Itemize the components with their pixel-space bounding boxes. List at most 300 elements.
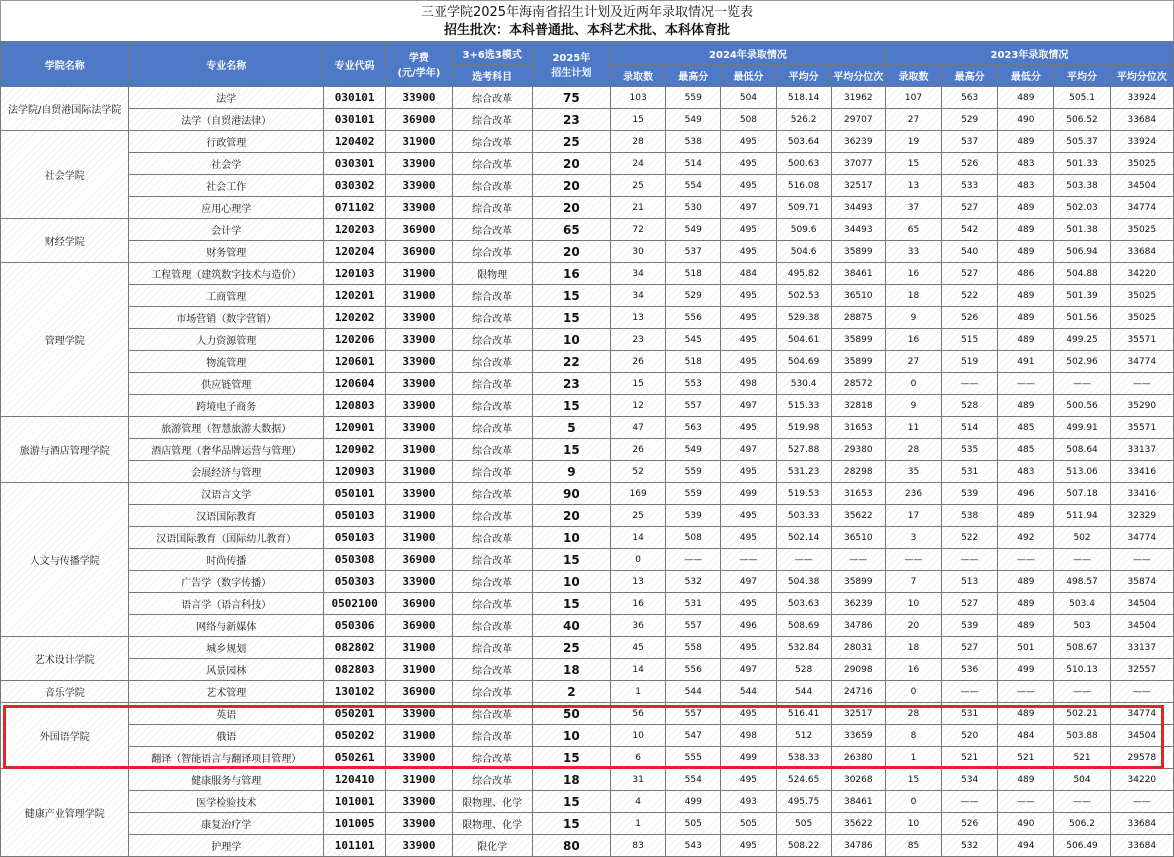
rank-2024: 33659 [831, 725, 885, 747]
admit-2024: 34 [611, 285, 666, 307]
plan-2025: 15 [532, 285, 610, 307]
avg-2024: 529.38 [776, 307, 831, 329]
rank-2024: —— [831, 549, 885, 571]
rank-2024: 35899 [831, 571, 885, 593]
major-name: 行政管理 [129, 131, 324, 153]
rank-2023: 34220 [1110, 263, 1173, 285]
rank-2023: 35025 [1110, 307, 1173, 329]
subject-req: 综合改革 [452, 681, 532, 703]
header-2024-count: 录取数 [611, 65, 666, 87]
admit-2024: 26 [611, 439, 666, 461]
admit-2024: 36 [611, 615, 666, 637]
min-2023: 489 [998, 329, 1054, 351]
avg-2024: 504.38 [776, 571, 831, 593]
header-2023-count: 录取数 [885, 65, 941, 87]
max-2023: 529 [942, 109, 998, 131]
max-2024: 549 [666, 109, 721, 131]
max-2023: 532 [942, 835, 998, 857]
admit-2023: 15 [885, 153, 941, 175]
min-2023: 521 [998, 747, 1054, 769]
college-name: 外国语学院 [1, 703, 129, 769]
subject-req: 综合改革 [452, 417, 532, 439]
tuition: 36900 [386, 593, 452, 615]
avg-2024: 538.33 [776, 747, 831, 769]
admit-2024: 56 [611, 703, 666, 725]
header-2024-avg: 平均分 [776, 65, 831, 87]
max-2023: 542 [942, 219, 998, 241]
admit-2023: 9 [885, 307, 941, 329]
min-2024: 493 [721, 791, 776, 813]
min-2024: 498 [721, 725, 776, 747]
min-2023: 490 [998, 109, 1054, 131]
max-2023: 526 [942, 153, 998, 175]
table-row [1, 637, 1174, 659]
tuition: 31900 [386, 769, 452, 791]
major-code: 120402 [324, 131, 386, 153]
table-row [1, 351, 1174, 373]
avg-2023: 506.2 [1054, 813, 1110, 835]
max-2024: 529 [666, 285, 721, 307]
subject-req: 综合改革 [452, 769, 532, 791]
tuition: 33900 [386, 703, 452, 725]
header-2024-rank: 平均分位次 [831, 65, 885, 87]
min-2024: 544 [721, 681, 776, 703]
plan-2025: 10 [532, 571, 610, 593]
major-code: 120103 [324, 263, 386, 285]
table-row [1, 219, 1174, 241]
rank-2024: 28572 [831, 373, 885, 395]
max-2024: —— [666, 549, 721, 571]
plan-2025: 50 [532, 703, 610, 725]
admit-2023: 27 [885, 351, 941, 373]
header-2023: 2023年录取情况 [885, 42, 1173, 65]
avg-2023: 505.1 [1054, 87, 1110, 109]
subject-req: 综合改革 [452, 87, 532, 109]
avg-2023: 506.49 [1054, 835, 1110, 857]
subject-req: 综合改革 [452, 285, 532, 307]
avg-2023: 499.25 [1054, 329, 1110, 351]
subject-req: 限化学 [452, 835, 532, 857]
major-code: 030101 [324, 109, 386, 131]
min-2023: 489 [998, 703, 1054, 725]
rank-2024: 29380 [831, 439, 885, 461]
min-2024: 495 [721, 769, 776, 791]
major-name: 城乡规划 [129, 637, 324, 659]
plan-2025: 25 [532, 637, 610, 659]
avg-2023: 503.4 [1054, 593, 1110, 615]
max-2023: 539 [942, 615, 998, 637]
admit-2024: 23 [611, 329, 666, 351]
header-2024-min: 最低分 [721, 65, 776, 87]
admit-2023: 10 [885, 593, 941, 615]
rank-2024: 32818 [831, 395, 885, 417]
max-2023: 531 [942, 461, 998, 483]
admit-2024: 16 [611, 593, 666, 615]
major-code: 120601 [324, 351, 386, 373]
table-row [1, 615, 1174, 637]
major-name: 供应链管理 [129, 373, 324, 395]
max-2023: 535 [942, 439, 998, 461]
max-2024: 555 [666, 747, 721, 769]
avg-2024: 495.82 [776, 263, 831, 285]
subject-req: 综合改革 [452, 549, 532, 571]
table-row [1, 131, 1174, 153]
table-row [1, 593, 1174, 615]
subject-req: 综合改革 [452, 725, 532, 747]
rank-2024: 35622 [831, 505, 885, 527]
max-2024: 557 [666, 703, 721, 725]
major-name: 法学（自贸港法律） [129, 109, 324, 131]
avg-2024: 544 [776, 681, 831, 703]
avg-2024: 516.41 [776, 703, 831, 725]
subject-req: 综合改革 [452, 373, 532, 395]
tuition: 33900 [386, 417, 452, 439]
max-2023: 521 [942, 747, 998, 769]
rank-2023: 33137 [1110, 637, 1173, 659]
admit-2023: 33 [885, 241, 941, 263]
major-name: 财务管理 [129, 241, 324, 263]
subject-req: 综合改革 [452, 593, 532, 615]
tuition: 31900 [386, 637, 452, 659]
rank-2023: 35290 [1110, 395, 1173, 417]
subject-req: 综合改革 [452, 461, 532, 483]
max-2024: 559 [666, 483, 721, 505]
tuition: 31900 [386, 659, 452, 681]
admit-2023: 3 [885, 527, 941, 549]
max-2023: 514 [942, 417, 998, 439]
subject-req: 综合改革 [452, 219, 532, 241]
tuition: 36900 [386, 681, 452, 703]
max-2024: 559 [666, 87, 721, 109]
rank-2024: 31962 [831, 87, 885, 109]
tuition: 33900 [386, 197, 452, 219]
plan-2025: 20 [532, 175, 610, 197]
major-name: 法学 [129, 87, 324, 109]
plan-2025: 9 [532, 461, 610, 483]
admit-2024: 47 [611, 417, 666, 439]
avg-2023: —— [1054, 549, 1110, 571]
subject-req: 综合改革 [452, 659, 532, 681]
rank-2024: 35622 [831, 813, 885, 835]
subject-req: 综合改革 [452, 571, 532, 593]
avg-2023: 504 [1054, 769, 1110, 791]
rank-2024: 36510 [831, 285, 885, 307]
subject-req: 综合改革 [452, 307, 532, 329]
admit-2024: 31 [611, 769, 666, 791]
admit-2023: 18 [885, 637, 941, 659]
max-2023: —— [942, 791, 998, 813]
min-2024: 497 [721, 571, 776, 593]
title-main: 三亚学院2025年海南省招生计划及近两年录取情况一览表 [420, 5, 754, 20]
plan-2025: 40 [532, 615, 610, 637]
max-2023: 527 [942, 263, 998, 285]
min-2023: 492 [998, 527, 1054, 549]
min-2024: 497 [721, 439, 776, 461]
min-2024: 498 [721, 373, 776, 395]
max-2024: 554 [666, 769, 721, 791]
rank-2024: 35899 [831, 329, 885, 351]
tuition: 33900 [386, 175, 452, 197]
rank-2023: 35025 [1110, 219, 1173, 241]
admit-2023: 107 [885, 87, 941, 109]
max-2023: —— [942, 681, 998, 703]
rank-2024: 28031 [831, 637, 885, 659]
min-2023: 489 [998, 285, 1054, 307]
min-2024: 504 [721, 87, 776, 109]
min-2023: 496 [998, 483, 1054, 505]
major-code: 030301 [324, 153, 386, 175]
avg-2024: 524.65 [776, 769, 831, 791]
header-major: 专业名称 [129, 42, 324, 87]
header-2023-avg: 平均分 [1054, 65, 1110, 87]
avg-2024: 503.63 [776, 593, 831, 615]
major-code: 082802 [324, 637, 386, 659]
max-2024: 518 [666, 263, 721, 285]
max-2024: 556 [666, 659, 721, 681]
admit-2024: 0 [611, 549, 666, 571]
rank-2023: 34220 [1110, 769, 1173, 791]
rank-2023: 33684 [1110, 109, 1173, 131]
rank-2023: 34504 [1110, 175, 1173, 197]
plan-2025: 23 [532, 373, 610, 395]
avg-2023: 511.94 [1054, 505, 1110, 527]
max-2024: 563 [666, 417, 721, 439]
table-row [1, 483, 1174, 505]
min-2023: 490 [998, 813, 1054, 835]
rank-2024: 32517 [831, 175, 885, 197]
admit-2024: 15 [611, 109, 666, 131]
major-code: 120901 [324, 417, 386, 439]
rank-2024: 37077 [831, 153, 885, 175]
admit-2024: 24 [611, 153, 666, 175]
min-2023: 485 [998, 417, 1054, 439]
tuition: 31900 [386, 725, 452, 747]
avg-2023: 504.88 [1054, 263, 1110, 285]
plan-2025: 20 [532, 153, 610, 175]
major-name: 康复治疗学 [129, 813, 324, 835]
table-title [0, 0, 1174, 43]
college-name: 财经学院 [1, 219, 129, 263]
max-2024: 530 [666, 197, 721, 219]
avg-2024: 532.84 [776, 637, 831, 659]
min-2023: —— [998, 549, 1054, 571]
tuition: 36900 [386, 219, 452, 241]
major-name: 旅游管理（智慧旅游大数据） [129, 417, 324, 439]
min-2023: 484 [998, 725, 1054, 747]
major-code: 120410 [324, 769, 386, 791]
min-2024: 495 [721, 527, 776, 549]
admit-2023: 0 [885, 373, 941, 395]
avg-2024: 503.33 [776, 505, 831, 527]
max-2024: 514 [666, 153, 721, 175]
subject-req: 综合改革 [452, 747, 532, 769]
subject-req: 综合改革 [452, 241, 532, 263]
rank-2023: 33924 [1110, 87, 1173, 109]
major-name: 风景园林 [129, 659, 324, 681]
admit-2024: 25 [611, 505, 666, 527]
college-name: 管理学院 [1, 263, 129, 417]
avg-2023: 505.37 [1054, 131, 1110, 153]
subject-req: 综合改革 [452, 395, 532, 417]
table-header [1, 42, 1174, 87]
min-2024: 495 [721, 131, 776, 153]
max-2024: 554 [666, 175, 721, 197]
avg-2023: 503.88 [1054, 725, 1110, 747]
avg-2023: 510.13 [1054, 659, 1110, 681]
min-2024: 499 [721, 483, 776, 505]
min-2024: 495 [721, 307, 776, 329]
min-2023: 489 [998, 615, 1054, 637]
rank-2023: 29578 [1110, 747, 1173, 769]
max-2023: 527 [942, 197, 998, 219]
min-2024: 499 [721, 747, 776, 769]
avg-2023: —— [1054, 681, 1110, 703]
min-2023: 489 [998, 219, 1054, 241]
major-code: 050308 [324, 549, 386, 571]
max-2023: 534 [942, 769, 998, 791]
rank-2023: 35571 [1110, 329, 1173, 351]
major-name: 广告学（数字传播） [129, 571, 324, 593]
table-row [1, 725, 1174, 747]
major-name: 物流管理 [129, 351, 324, 373]
max-2024: 557 [666, 395, 721, 417]
admit-2023: 16 [885, 263, 941, 285]
avg-2024: 505 [776, 813, 831, 835]
avg-2023: 499.91 [1054, 417, 1110, 439]
admit-2024: 30 [611, 241, 666, 263]
header-subjects: 选考科目 [452, 65, 532, 87]
avg-2024: 502.14 [776, 527, 831, 549]
plan-2025: 15 [532, 747, 610, 769]
plan-2025: 15 [532, 791, 610, 813]
max-2024: 549 [666, 219, 721, 241]
max-2023: 526 [942, 813, 998, 835]
plan-2025: 15 [532, 593, 610, 615]
admit-2023: 16 [885, 659, 941, 681]
plan-2025: 15 [532, 549, 610, 571]
admit-2024: 12 [611, 395, 666, 417]
min-2023: —— [998, 791, 1054, 813]
plan-2025: 23 [532, 109, 610, 131]
plan-2025: 20 [532, 241, 610, 263]
table-row [1, 813, 1174, 835]
admit-2023: 27 [885, 109, 941, 131]
table-row [1, 241, 1174, 263]
max-2024: 538 [666, 131, 721, 153]
table-row [1, 703, 1174, 725]
major-name: 俄语 [129, 725, 324, 747]
avg-2023: —— [1054, 373, 1110, 395]
tuition: 31900 [386, 263, 452, 285]
avg-2024: 512 [776, 725, 831, 747]
rank-2024: 29098 [831, 659, 885, 681]
admit-2023: 8 [885, 725, 941, 747]
college-name: 旅游与酒店管理学院 [1, 417, 129, 483]
plan-2025: 18 [532, 769, 610, 791]
plan-2025: 22 [532, 351, 610, 373]
min-2023: —— [998, 373, 1054, 395]
tuition: 31900 [386, 461, 452, 483]
max-2024: 558 [666, 637, 721, 659]
min-2024: 495 [721, 461, 776, 483]
max-2024: 499 [666, 791, 721, 813]
major-code: 120903 [324, 461, 386, 483]
max-2023: 538 [942, 505, 998, 527]
table-row [1, 571, 1174, 593]
max-2024: 543 [666, 835, 721, 857]
avg-2023: 508.64 [1054, 439, 1110, 461]
min-2023: 499 [998, 659, 1054, 681]
avg-2023: 506.94 [1054, 241, 1110, 263]
min-2023: 485 [998, 439, 1054, 461]
min-2024: 495 [721, 505, 776, 527]
major-name: 社会学 [129, 153, 324, 175]
table-row [1, 329, 1174, 351]
table-row [1, 681, 1174, 703]
admit-2023: 10 [885, 813, 941, 835]
major-name: 汉语国际教育（国际幼儿教育） [129, 527, 324, 549]
major-code: 082803 [324, 659, 386, 681]
table-row [1, 659, 1174, 681]
admit-2023: 0 [885, 681, 941, 703]
table-row [1, 461, 1174, 483]
avg-2024: 502.53 [776, 285, 831, 307]
rank-2023: 35874 [1110, 571, 1173, 593]
max-2023: 527 [942, 637, 998, 659]
rank-2023: 33137 [1110, 439, 1173, 461]
avg-2023: 507.18 [1054, 483, 1110, 505]
subject-req: 综合改革 [452, 483, 532, 505]
avg-2024: 509.71 [776, 197, 831, 219]
min-2023: 494 [998, 835, 1054, 857]
max-2024: 556 [666, 307, 721, 329]
major-name: 时尚传播 [129, 549, 324, 571]
major-name: 工商管理 [129, 285, 324, 307]
admit-2023: 15 [885, 769, 941, 791]
admit-2024: 21 [611, 197, 666, 219]
admit-2024: 34 [611, 263, 666, 285]
admit-2024: 26 [611, 351, 666, 373]
tuition: 33900 [386, 153, 452, 175]
major-code: 050306 [324, 615, 386, 637]
subject-req: 综合改革 [452, 131, 532, 153]
max-2024: 531 [666, 593, 721, 615]
max-2024: 532 [666, 571, 721, 593]
major-name: 英语 [129, 703, 324, 725]
admit-2023: 65 [885, 219, 941, 241]
tuition: 36900 [386, 109, 452, 131]
min-2024: 495 [721, 285, 776, 307]
min-2024: 495 [721, 241, 776, 263]
tuition: 33900 [386, 395, 452, 417]
table-row [1, 307, 1174, 329]
plan-2025: 65 [532, 219, 610, 241]
subject-req: 综合改革 [452, 351, 532, 373]
min-2024: 495 [721, 593, 776, 615]
subject-req: 综合改革 [452, 329, 532, 351]
min-2024: 497 [721, 659, 776, 681]
avg-2024: 516.08 [776, 175, 831, 197]
min-2023: 489 [998, 593, 1054, 615]
admit-2023: 7 [885, 571, 941, 593]
tuition: 33900 [386, 373, 452, 395]
plan-2025: 2 [532, 681, 610, 703]
admit-2024: 1 [611, 681, 666, 703]
table-row [1, 197, 1174, 219]
header-2024: 2024年录取情况 [611, 42, 886, 65]
tuition: 36900 [386, 241, 452, 263]
admit-2024: 4 [611, 791, 666, 813]
